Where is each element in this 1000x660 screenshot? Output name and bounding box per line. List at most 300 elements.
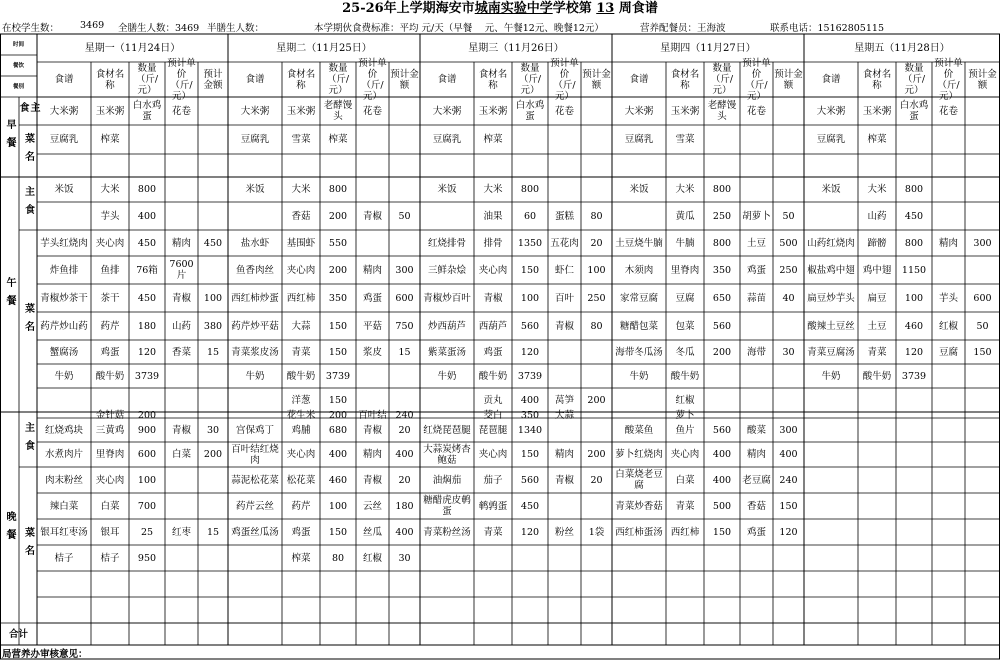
table-cell [965,418,1000,442]
table-cell: 450 [520,500,540,512]
table-cell: 400 [395,449,414,460]
col-header-4: 预计单价（斤/元） [358,57,387,102]
table-cell [932,519,965,545]
table-cell [389,388,420,412]
table-cell [420,571,474,597]
table-cell: 鸡蛋 [291,526,311,538]
table-cell: 350 [712,264,732,276]
table-cell: 240 [395,409,414,421]
table-cell: 50 [976,320,989,332]
table-cell [37,571,91,597]
table-cell: 榨菜 [483,134,503,145]
table-cell: 300 [779,424,798,436]
table-cell [420,545,474,571]
table-cell [740,545,773,571]
table-cell: 夹心肉 [478,449,508,460]
table-cell [581,177,612,202]
table-cell [198,571,228,597]
table-cell: 山药红烧肉 [807,237,855,249]
table-cell: 五花肉 [550,237,579,249]
table-cell: 雪菜 [675,134,695,145]
table-cell: 豆腐乳 [49,134,79,145]
table-cell [612,154,666,177]
table-cell [804,388,858,412]
table-cell: 400 [712,449,732,460]
table-cell: 牛奶 [629,370,649,382]
table-cell: 400 [779,449,798,460]
table-cell: 800 [712,237,732,249]
table-cell: 芋头 [938,292,958,304]
table-cell: 400 [328,449,348,460]
table-cell: 盐水虾 [240,237,270,249]
table-cell: 青菜炒香菇 [615,500,663,512]
table-cell [896,154,932,177]
table-cell: 玉米粥 [862,105,892,117]
table-cell [612,571,666,597]
table-cell: 精肉 [746,449,766,460]
table-cell [804,467,858,493]
table-cell [474,154,512,177]
table-cell: 150 [328,394,348,406]
table-cell [165,493,198,519]
table-cell: 水煮肉片 [44,449,83,460]
table-cell [548,177,581,202]
table-cell: 银耳 [100,526,120,538]
table-cell [356,230,389,256]
table-cell: 萝卜 [675,409,695,421]
table-cell: 茭白 [483,409,503,421]
table-cell: 宫保鸡丁 [235,424,274,436]
table-cell: 400 [137,210,157,222]
table-cell [773,571,804,597]
table-cell: 豆腐乳 [240,134,270,145]
sublabel-dish: 菜名 [22,527,34,563]
corner-type-label: 餐别 [12,83,24,90]
table-cell [198,154,228,177]
table-cell [389,364,420,388]
col-header-2: 食材名称 [95,68,125,91]
table-cell [165,545,198,571]
table-cell: 120 [137,346,157,358]
table-cell: 红烧琵琶腿 [423,424,471,436]
sublabel-dish: 菜名 [22,133,34,169]
table-cell: 老酵馒头 [707,100,737,122]
table-cell [704,388,740,412]
table-cell [740,125,773,154]
table-cell: 辣白菜 [49,500,79,512]
table-cell: 1340 [517,424,543,436]
table-cell: 鱼香肉丝 [235,264,274,276]
table-cell [896,493,932,519]
table-cell: 白菜 [100,500,120,512]
table-cell: 精肉 [362,449,382,460]
table-cell [474,545,512,571]
table-cell: 650 [712,292,732,304]
table-cell: 1袋 [588,526,605,538]
table-cell [704,571,740,597]
table-cell: 椒盐鸡中翅 [807,264,855,276]
table-cell: 冬瓜 [675,346,695,358]
table-cell: 玉米粥 [670,105,700,117]
table-cell [804,418,858,442]
table-cell: 里脊肉 [670,264,700,276]
table-cell [548,597,581,623]
table-cell [612,202,666,230]
table-cell [548,493,581,519]
table-cell [740,597,773,623]
table-cell [932,467,965,493]
table-cell: 海带 [746,346,766,358]
table-cell: 白水鸡蛋 [132,100,162,122]
table-cell: 里脊肉 [95,449,125,460]
table-cell [37,154,91,177]
table-cell [858,519,896,545]
table-cell [91,154,129,177]
table-cell [356,125,389,154]
table-cell: 150 [779,500,798,512]
col-header-1: 食谱 [54,74,74,85]
table-cell: 琵琶腿 [478,424,508,436]
col-header-5: 预计金额 [390,68,419,91]
table-cell [420,597,474,623]
table-cell: 糖醋虎皮鹌蛋 [423,495,471,517]
table-cell [581,571,612,597]
table-cell: 榨菜 [100,134,120,145]
table-cell: 800 [520,184,540,195]
table-cell: 750 [395,320,414,332]
day-header-2: 星期二（11月25日） [276,42,372,54]
table-cell: 香菇 [291,210,311,222]
table-cell [704,597,740,623]
table-cell: 玉米粥 [286,105,316,117]
table-cell: 酸牛奶 [862,370,892,382]
table-cell [282,571,320,597]
table-cell: 炒西葫芦 [427,320,466,332]
sublabel-main: 主食 [22,185,34,222]
table-cell: 家常豆腐 [619,292,658,304]
table-cell [198,493,228,519]
table-cell: 红枣 [171,526,191,538]
table-cell: 粉丝 [554,526,574,538]
table-cell: 莴笋 [554,394,574,406]
day-header-5: 星期五（11月28日） [854,42,950,54]
table-cell [858,493,896,519]
table-cell: 青菜 [483,526,503,538]
table-cell [965,388,1000,412]
table-cell [165,177,198,202]
table-cell [965,97,1000,125]
table-cell: 150 [328,320,348,332]
col-header-5: 预计金额 [203,68,223,91]
table-cell: 米饭 [629,184,649,195]
table-cell: 100 [328,500,348,512]
table-cell: 350 [520,409,540,421]
table-cell: 酸菜鱼 [624,424,654,436]
table-cell: 300 [973,237,992,249]
table-cell [965,467,1000,493]
table-cell: 精肉 [938,237,958,249]
table-cell: 50 [782,210,795,222]
col-header-4: 预计单价（斤/元） [550,57,579,102]
table-cell [356,388,389,412]
table-cell: 排骨 [483,237,503,249]
col-header-4: 预计单价（斤/元） [167,57,196,102]
table-cell: 550 [328,237,348,249]
table-cell [965,125,1000,154]
table-cell: 30 [206,424,220,436]
table-cell: 青椒 [554,474,574,486]
table-cell: 白菜 [675,474,695,486]
table-cell [804,202,858,230]
table-cell: 榨菜 [291,552,311,564]
table-cell: 青椒 [483,292,503,304]
table-cell [804,597,858,623]
table-cell [896,571,932,597]
table-cell [858,418,896,442]
table-cell [858,442,896,467]
table-cell: 200 [328,264,348,276]
table-cell [932,177,965,202]
table-cell: 西葫芦 [478,320,508,332]
table-cell [581,125,612,154]
table-cell [228,154,282,177]
table-cell: 150 [520,449,540,460]
table-cell: 600 [137,449,157,460]
col-header-1: 食谱 [629,74,649,85]
students-label: 在校学生数： [2,23,60,34]
table-cell [740,364,773,388]
table-cell: 460 [328,474,348,486]
table-cell: 豆腐 [675,292,695,304]
table-cell [129,125,165,154]
table-cell [804,442,858,467]
table-cell [474,597,512,623]
table-cell: 牛奶 [245,370,265,382]
table-cell: 酸牛奶 [95,370,125,382]
table-cell: 180 [137,320,157,332]
table-cell: 20 [590,237,603,249]
table-cell: 800 [904,184,924,195]
table-cell [228,571,282,597]
table-cell: 200 [712,346,732,358]
table-cell: 大米粥 [49,105,79,117]
table-cell [773,597,804,623]
table-cell: 三黄鸡 [95,424,125,436]
table-cell [320,154,356,177]
full-board-count: 全膳生人数：3469 [118,23,200,34]
table-cell: 800 [904,237,924,249]
table-cell [804,154,858,177]
day-header-4: 星期四（11月27日） [660,42,756,54]
table-cell [581,597,612,623]
table-cell [740,154,773,177]
table-cell [666,154,704,177]
day-header-3: 星期三（11月26日） [468,42,564,54]
table-cell: 药芹炒山药 [40,320,88,332]
table-cell [666,545,704,571]
table-cell [773,97,804,125]
table-cell: 木须肉 [624,264,654,276]
table-cell [740,177,773,202]
table-cell: 50 [398,210,411,222]
table-cell: 药芹炒平菇 [231,320,279,332]
table-cell: 青椒炒百叶 [423,292,471,304]
table-cell: 青椒 [171,424,191,436]
table-cell [932,418,965,442]
table-cell [389,571,420,597]
table-cell: 丝瓜 [362,526,382,538]
table-cell [896,418,932,442]
table-cell [389,97,420,125]
table-cell: 花卷 [554,105,574,117]
table-cell: 100 [520,292,540,304]
table-cell: 酸牛奶 [478,370,508,382]
col-header-2: 食材名称 [478,68,508,91]
table-cell: 150 [328,526,348,538]
table-cell: 豆腐乳 [624,134,654,145]
table-cell: 精肉 [362,264,382,276]
table-cell [165,154,198,177]
table-cell: 三鲜杂烩 [427,264,466,276]
table-cell [198,177,228,202]
table-cell: 蒜苗 [746,292,766,304]
table-cell [932,364,965,388]
table-cell: 560 [520,320,540,332]
table-cell: 鱼排 [100,264,120,276]
table-cell: 大米 [483,184,503,195]
table-cell [512,125,548,154]
half-board-count: 半膳生人数： [207,23,265,34]
table-cell [512,545,548,571]
col-header-3: 数量（斤/元） [518,63,542,96]
table-cell [858,545,896,571]
table-cell: 鸡蛋 [746,526,766,538]
col-header-3: 数量（斤/元） [710,63,734,96]
table-cell [581,364,612,388]
table-cell: 海带冬瓜汤 [615,346,663,358]
table-cell [773,125,804,154]
table-cell [198,202,228,230]
table-cell [740,571,773,597]
table-cell: 紫菜蛋汤 [427,346,466,358]
week-number: 13 [596,1,615,16]
table-cell: 西红柿炒蛋 [231,292,279,304]
table-cell: 青菜 [291,346,311,358]
table-cell: 老酵馒头 [323,100,353,122]
table-cell: 青菜豆腐汤 [807,346,855,358]
table-cell: 3739 [901,370,927,382]
table-cell: 榨菜 [867,134,887,145]
table-cell: 150 [712,526,732,538]
table-cell: 鱼片 [675,424,695,436]
table-cell [165,202,198,230]
table-cell: 百叶结 [358,409,387,421]
table-cell [165,125,198,154]
table-cell [228,388,282,412]
table-cell: 560 [712,320,732,332]
table-cell: 30 [398,552,411,564]
table-cell [740,312,773,340]
table-cell: 大米 [100,184,120,195]
table-cell: 青椒 [171,292,191,304]
table-cell: 鸡蛋 [362,292,382,304]
table-cell: 鸡蛋 [483,346,503,358]
table-cell [420,154,474,177]
table-cell [389,177,420,202]
table-cell: 450 [904,210,924,222]
table-cell [581,97,612,125]
table-cell: 花卷 [362,105,382,117]
table-cell: 青椒 [362,424,382,436]
table-cell: 桔子 [100,552,120,564]
table-cell [129,388,165,412]
table-cell: 鸡中翅 [862,264,892,276]
day-header-1: 星期一（11月24日） [84,42,181,54]
table-cell: 80 [331,552,345,564]
table-cell [91,571,129,597]
table-cell [965,493,1000,519]
table-cell: 平菇 [362,320,382,332]
table-cell: 150 [328,346,348,358]
table-cell: 大米 [291,184,311,195]
table-cell: 560 [520,474,540,486]
table-cell: 米饭 [54,184,74,195]
table-cell: 100 [137,474,157,486]
table-cell: 茄子 [483,474,503,486]
table-cell: 土豆烧牛腩 [615,237,663,249]
table-cell: 香菜 [171,346,191,358]
table-cell [228,545,282,571]
table-cell [389,154,420,177]
table-cell: 大蒜 [291,320,311,332]
table-cell: 白水鸡蛋 [515,100,545,122]
table-cell [37,597,91,623]
col-header-4: 预计单价（斤/元） [742,57,771,102]
table-cell: 玉米粥 [478,105,508,117]
table-cell: 450 [203,237,223,249]
table-cell: 浆皮 [362,346,382,358]
table-cell [198,97,228,125]
table-cell [548,125,581,154]
table-cell [389,597,420,623]
table-cell: 云丝 [362,500,382,512]
table-cell: 15 [206,346,220,358]
table-cell [389,230,420,256]
table-cell: 牛奶 [821,370,841,382]
table-cell: 大米粥 [240,105,270,117]
col-header-2: 食材名称 [670,68,700,91]
table-cell [512,571,548,597]
contact-phone: 联系电话：15162805115 [770,23,884,34]
table-cell: 3739 [134,370,160,382]
table-cell: 糖醋包菜 [619,320,658,332]
table-cell [420,388,474,412]
table-cell [548,418,581,442]
table-cell [896,467,932,493]
table-cell: 夹心肉 [95,474,125,486]
table-cell: 20 [590,474,603,486]
table-cell: 800 [137,184,157,195]
table-cell: 红椒 [938,320,958,332]
table-cell [474,571,512,597]
meal-label-breakfast: 早餐 [4,119,15,155]
table-cell [965,154,1000,177]
table-cell: 200 [328,210,348,222]
table-cell [773,154,804,177]
table-cell: 米饭 [245,184,265,195]
table-cell: 鸡蛋 [746,264,766,276]
table-cell: 鸡蛋丝瓜汤 [231,526,279,538]
